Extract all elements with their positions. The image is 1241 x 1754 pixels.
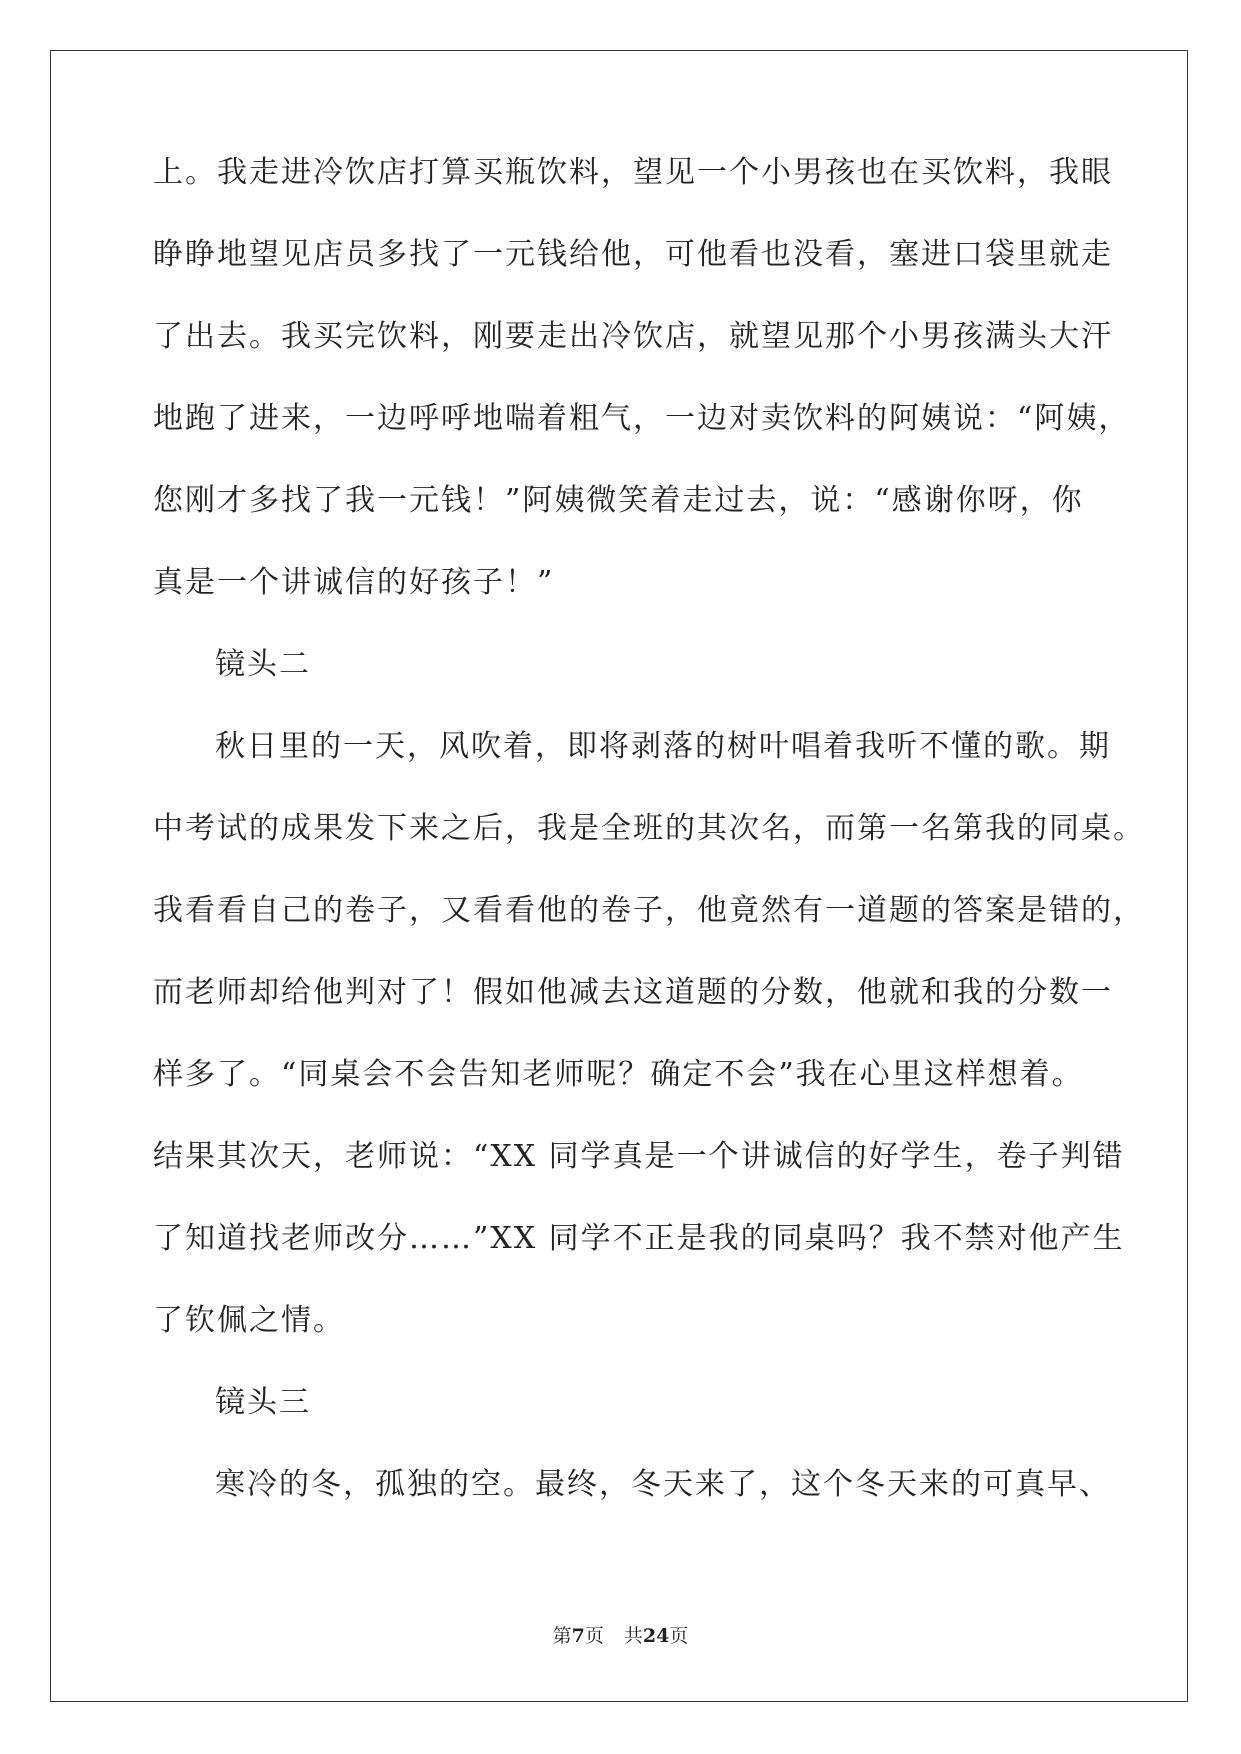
text-line: 了出去。我买完饮料，刚要走出冷饮店，就望见那个小男孩满头大汗	[153, 319, 1113, 354]
text-line: 睁睁地望见店员多找了一元钱给他，可他看也没看，塞进口袋里就走	[153, 237, 1113, 272]
text-line: 寒冷的冬，孤独的空。最终，冬天来了，这个冬天来的可真早、	[215, 1467, 1111, 1502]
text-line: 地跑了进来，一边呼呼地喘着粗气，一边对卖饮料的阿姨说：“阿姨，	[153, 401, 1131, 436]
section-heading: 镜头二	[215, 647, 311, 682]
text-line: 样多了。“同桌会不会告知老师呢？确定不会”我在心里这样想着。	[153, 1057, 1084, 1092]
total-pages: 24	[642, 1625, 670, 1647]
text-line: 了钦佩之情。	[153, 1303, 345, 1338]
text-line: 结果其次天，老师说：“XX 同学真是一个讲诚信的好学生，卷子判错	[153, 1139, 1125, 1174]
total-suffix: 页	[669, 1625, 689, 1647]
text-line: 您刚才多找了我一元钱！”阿姨微笑着走过去，说：“感谢你呀，你	[153, 483, 1084, 518]
document-body	[153, 155, 1145, 1552]
total-prefix: 共	[623, 1625, 643, 1647]
page-prefix: 第	[552, 1625, 572, 1647]
text-line: 秋日里的一天，风吹着，即将剥落的树叶唱着我听不懂的歌。期	[215, 729, 1111, 764]
text-line: 上。我走进冷饮店打算买瓶饮料，望见一个小男孩也在买饮料，我眼	[153, 155, 1113, 190]
page-suffix: 页	[584, 1625, 604, 1647]
text-line: 我看看自己的卷子，又看看他的卷子，他竟然有一道题的答案是错的，	[153, 893, 1145, 928]
page-number: 7	[571, 1625, 585, 1647]
text-line: 中考试的成果发下来之后，我是全班的其次名，而第一名第我的同桌。	[153, 811, 1145, 846]
text-line: 了知道找老师改分……”XX 同学不正是我的同桌吗？我不禁对他产生	[153, 1221, 1125, 1256]
section-heading: 镜头三	[215, 1385, 311, 1420]
text-line: 而老师却给他判对了！假如他减去这道题的分数，他就和我的分数一	[153, 975, 1113, 1010]
page-footer	[0, 1626, 1241, 1646]
text-line: 真是一个讲诚信的好孩子！”	[153, 565, 555, 600]
